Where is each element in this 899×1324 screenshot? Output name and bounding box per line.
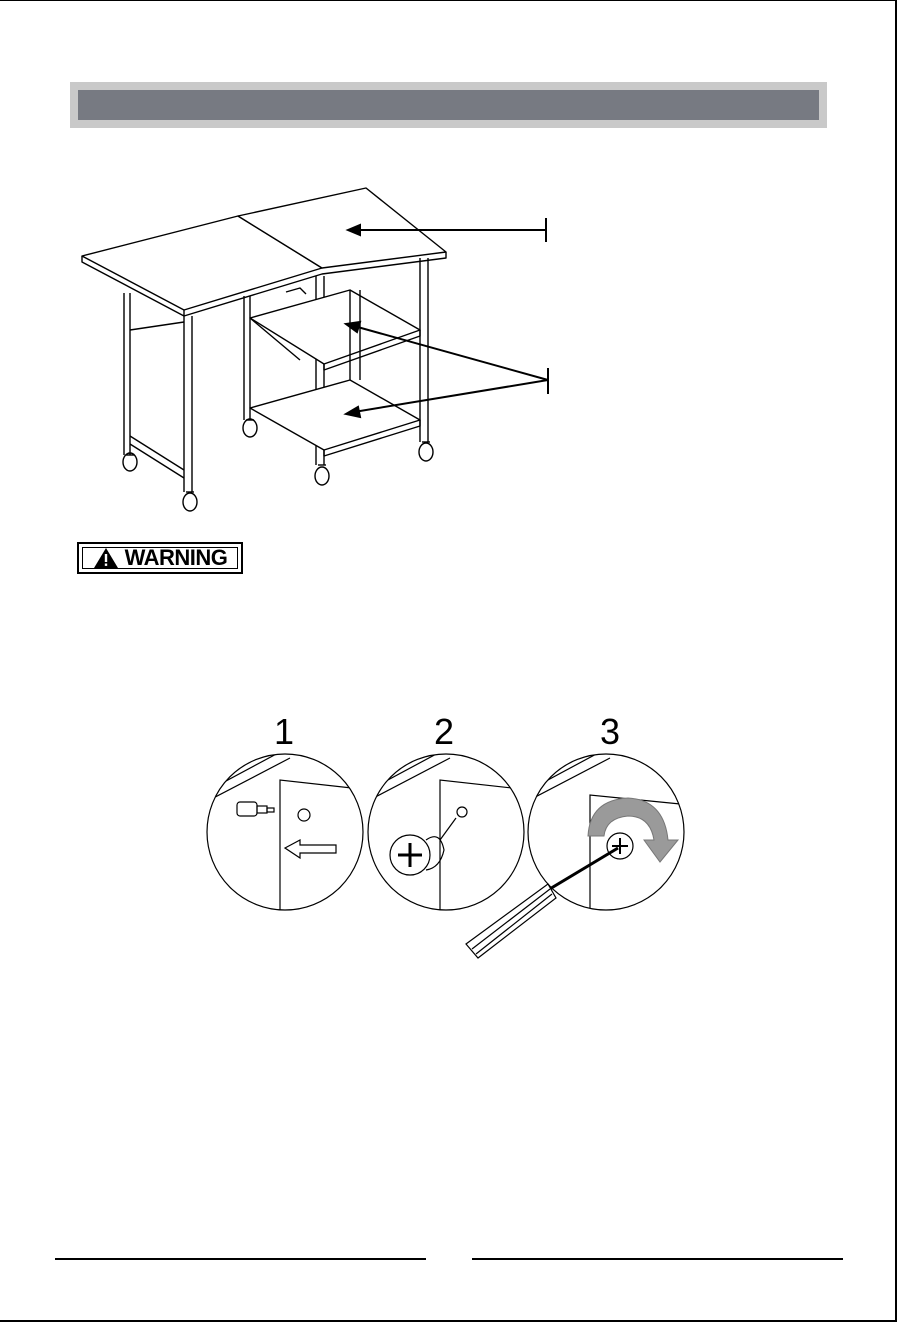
step-number-2: 2 — [434, 711, 455, 752]
footer-line-right — [472, 1258, 843, 1260]
step-2-detail — [360, 752, 530, 910]
footer-line-left — [55, 1258, 426, 1260]
step-1-detail — [200, 752, 370, 910]
step-number-1: 1 — [274, 711, 295, 752]
rotation-arrow-icon — [588, 798, 678, 862]
step-number-3: 3 — [600, 711, 621, 752]
screwdriver-icon — [466, 848, 618, 958]
warning-label: WARNING — [124, 545, 228, 570]
step-1-circle — [207, 754, 363, 910]
